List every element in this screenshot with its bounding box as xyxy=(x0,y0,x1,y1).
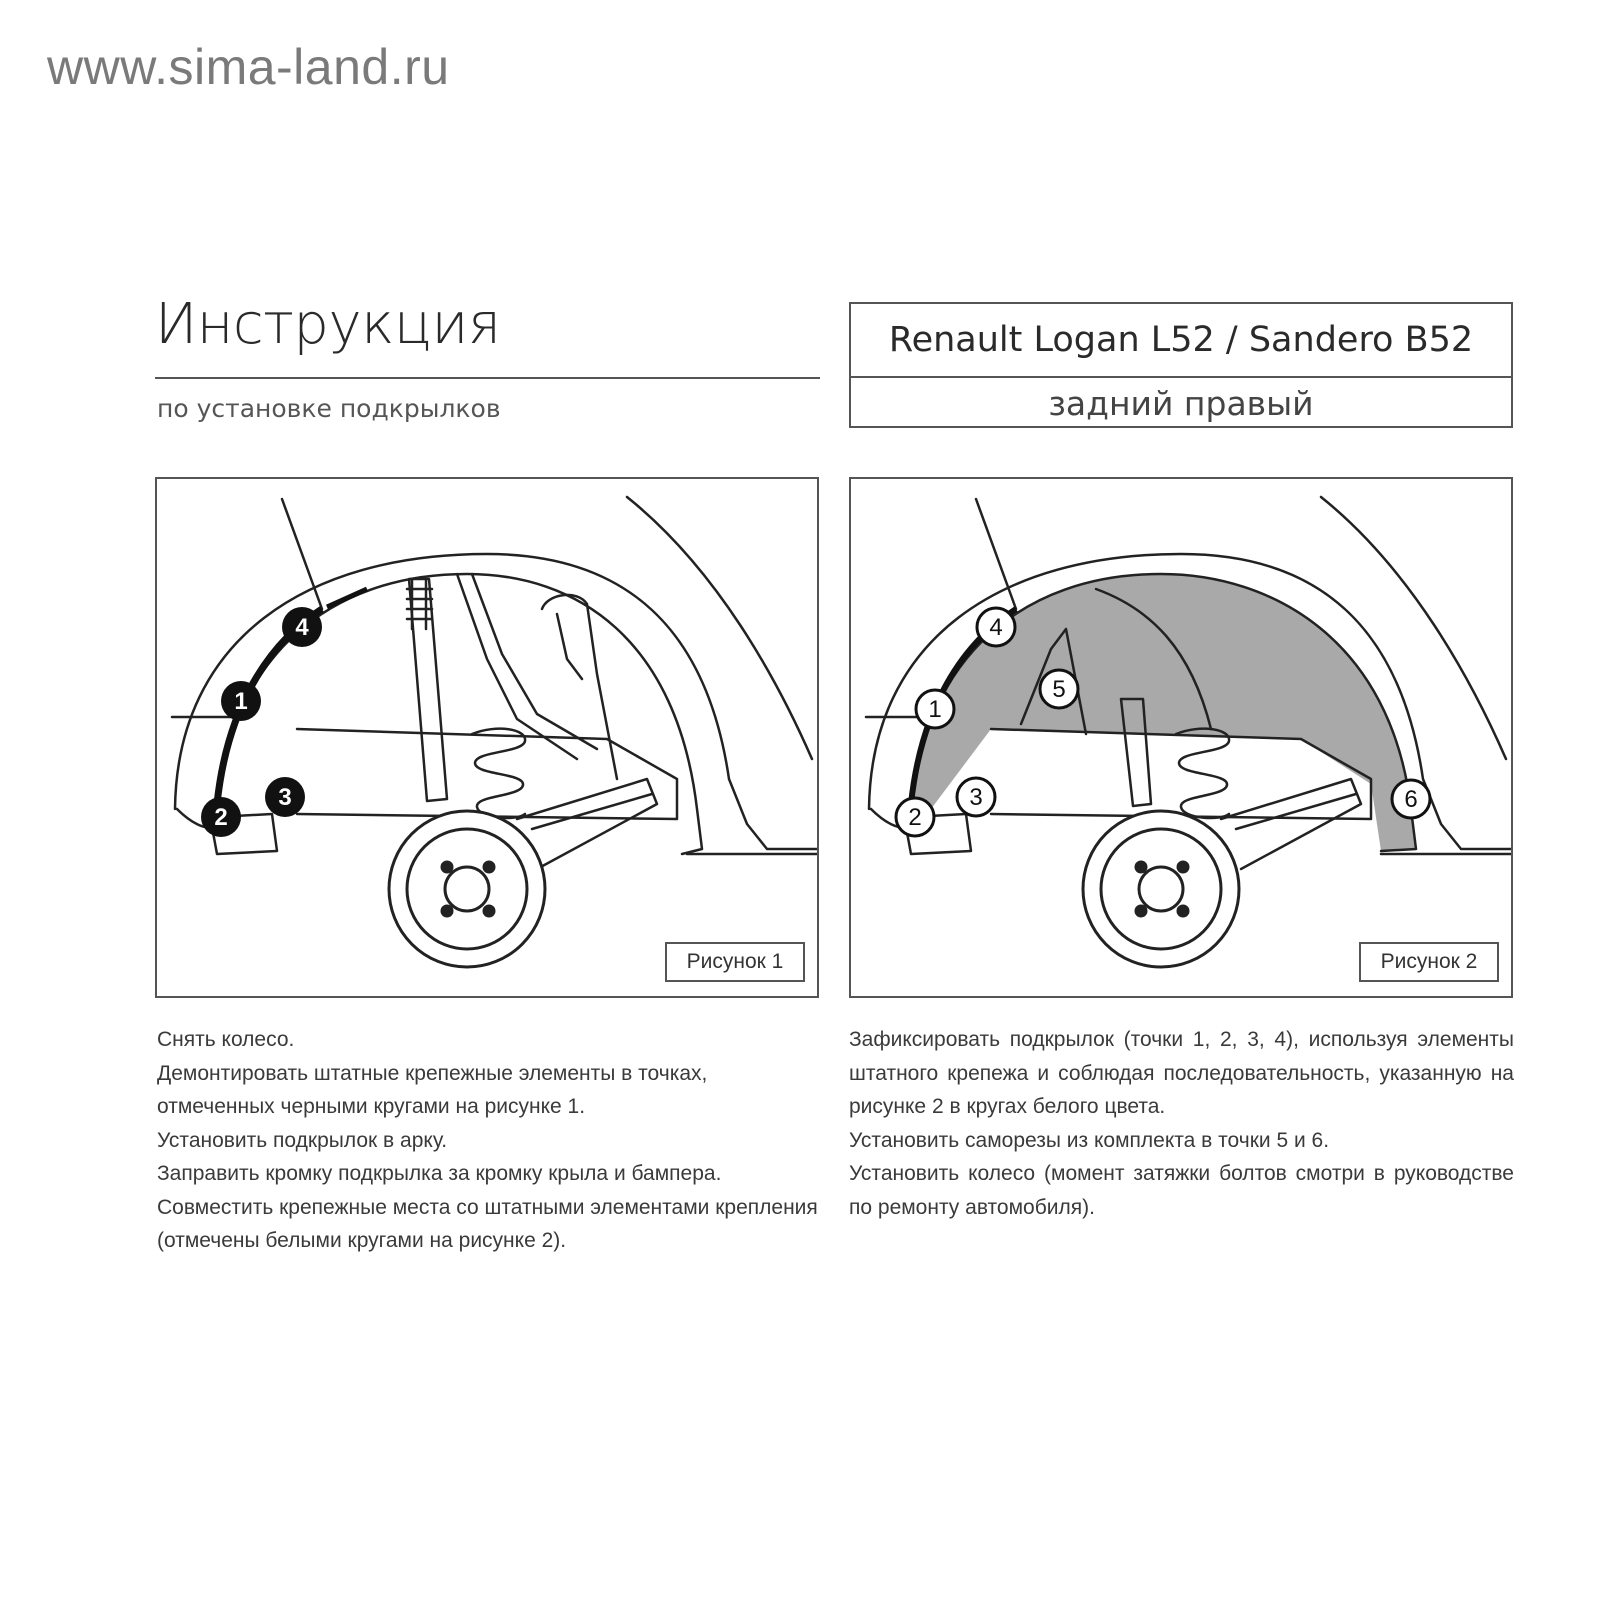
marker-6-white xyxy=(1392,780,1430,818)
marker-1-white xyxy=(916,690,954,728)
instruction-step: Совместить крепежные места со штатными элементами крепления (отмечены белыми кругами на рисунке 2). xyxy=(157,1195,818,1252)
svg-text:2: 2 xyxy=(908,804,922,831)
page-subtitle: по установке подкрылков xyxy=(157,394,501,423)
figure-1 xyxy=(155,477,819,998)
marker-2-black xyxy=(201,797,241,837)
svg-text:2: 2 xyxy=(214,804,228,831)
car-model: Renault Logan L52 / Sandero B52 xyxy=(851,304,1511,378)
marker-5-white xyxy=(1040,670,1078,708)
marker-2-white xyxy=(896,798,934,836)
figure-1-label: Рисунок 1 xyxy=(665,942,805,982)
svg-text:6: 6 xyxy=(1404,786,1418,813)
figure-2-label: Рисунок 2 xyxy=(1359,942,1499,982)
svg-text:5: 5 xyxy=(1052,676,1066,703)
instructions-left xyxy=(157,1023,827,1258)
instruction-step: Демонтировать штатные крепежные элементы в точках, отмеченных черными кругами на рисунке 1. xyxy=(157,1061,708,1118)
marker-4-black xyxy=(282,607,322,647)
svg-text:3: 3 xyxy=(969,784,983,811)
figure-1-drawing xyxy=(157,479,819,998)
svg-text:1: 1 xyxy=(928,696,942,723)
instructions-right xyxy=(849,1023,1514,1224)
page-title: Инструкция xyxy=(155,292,501,357)
svg-text:3: 3 xyxy=(278,784,292,811)
instruction-step: Установить подкрылок в арку. xyxy=(157,1128,448,1152)
instruction-step: Установить колесо (момент затяжки болтов смотри в руководстве по ремонту автомобиля). xyxy=(849,1162,1514,1219)
marker-3-white xyxy=(957,778,995,816)
instruction-step: Установить саморезы из комплекта в точки 5 и 6. xyxy=(849,1128,1330,1152)
model-box xyxy=(849,302,1513,428)
instruction-step: Снять колесо. xyxy=(157,1028,295,1051)
title-divider xyxy=(155,377,820,379)
instruction-step: Зафиксировать подкрылок (точки 1, 2, 3, 4), используя элементы штатного крепежа и соблюдая последовательность, указанную на рисунке 2 в кругах белого цвета. xyxy=(849,1028,1514,1118)
marker-4-white xyxy=(977,608,1015,646)
fender-position: задний правый xyxy=(1048,383,1314,423)
marker-3-black xyxy=(265,777,305,817)
figure-2 xyxy=(849,477,1513,998)
marker-1-black xyxy=(221,681,261,721)
instruction-step: Заправить кромку подкрылка за кромку крыла и бампера. xyxy=(157,1162,722,1185)
figure-2-drawing xyxy=(851,479,1513,998)
svg-text:4: 4 xyxy=(295,614,309,641)
svg-text:1: 1 xyxy=(234,688,248,715)
svg-text:4: 4 xyxy=(989,614,1003,641)
watermark: www.sima-land.ru xyxy=(47,39,450,95)
